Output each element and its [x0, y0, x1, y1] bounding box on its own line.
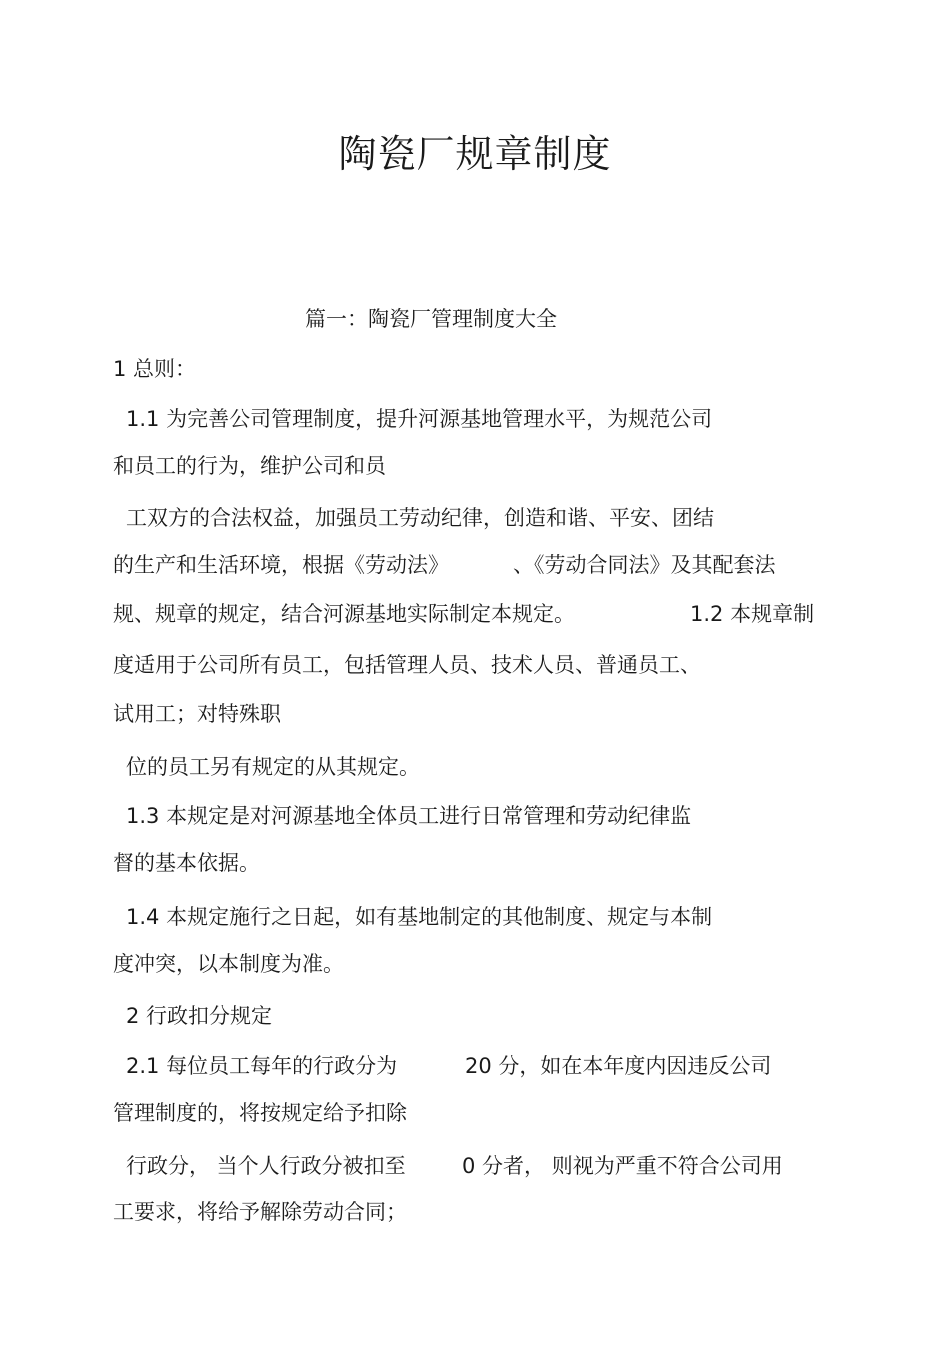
paragraph-line: 1.1 为完善公司管理制度，提升河源基地管理水平，为规范公司: [126, 407, 713, 431]
paragraph-line: 工要求，将给予解除劳动合同；: [113, 1200, 407, 1224]
paragraph-line: 0 分者， 则视为严重不符合公司用: [462, 1154, 783, 1178]
paragraph-line: 管理制度的，将按规定给予扣除: [113, 1101, 407, 1125]
paragraph-line: 1.2 本规章制: [690, 602, 815, 626]
paragraph-line: 1.3 本规定是对河源基地全体员工进行日常管理和劳动纪律监: [126, 804, 692, 828]
paragraph-line: 1.4 本规定施行之日起，如有基地制定的其他制度、规定与本制: [126, 905, 713, 929]
paragraph-line: 20 分，如在本年度内因违反公司: [465, 1054, 772, 1078]
paragraph-line: 1 总则：: [113, 357, 197, 381]
paragraph-line: 试用工；对特殊职: [113, 702, 281, 726]
paragraph-line: 督的基本依据。: [113, 851, 260, 875]
paragraph-line: 2 行政扣分规定: [126, 1004, 273, 1028]
paragraph-line: 规、规章的规定，结合河源基地实际制定本规定。: [113, 602, 575, 626]
paragraph-line: 位的员工另有规定的从其规定。: [126, 755, 420, 779]
paragraph-line: 行政分， 当个人行政分被扣至: [126, 1154, 406, 1178]
paragraph-line: 度冲突，以本制度为准。: [113, 952, 344, 976]
paragraph-line: 的生产和生活环境，根据《劳动法》: [113, 553, 449, 577]
paragraph-line: 2.1 每位员工每年的行政分为: [126, 1054, 398, 1078]
section-heading: 篇一：陶瓷厂管理制度大全: [305, 307, 557, 331]
paragraph-line: 、《劳动合同法》及其配套法: [513, 553, 776, 577]
paragraph-line: 和员工的行为，维护公司和员: [113, 454, 386, 478]
paragraph-line: 度适用于公司所有员工，包括管理人员、技术人员、普通员工、: [113, 653, 701, 677]
paragraph-line: 工双方的合法权益，加强员工劳动纪律，创造和谐、平安、团结: [126, 506, 714, 530]
document-title: 陶瓷厂规章制度: [338, 132, 612, 176]
